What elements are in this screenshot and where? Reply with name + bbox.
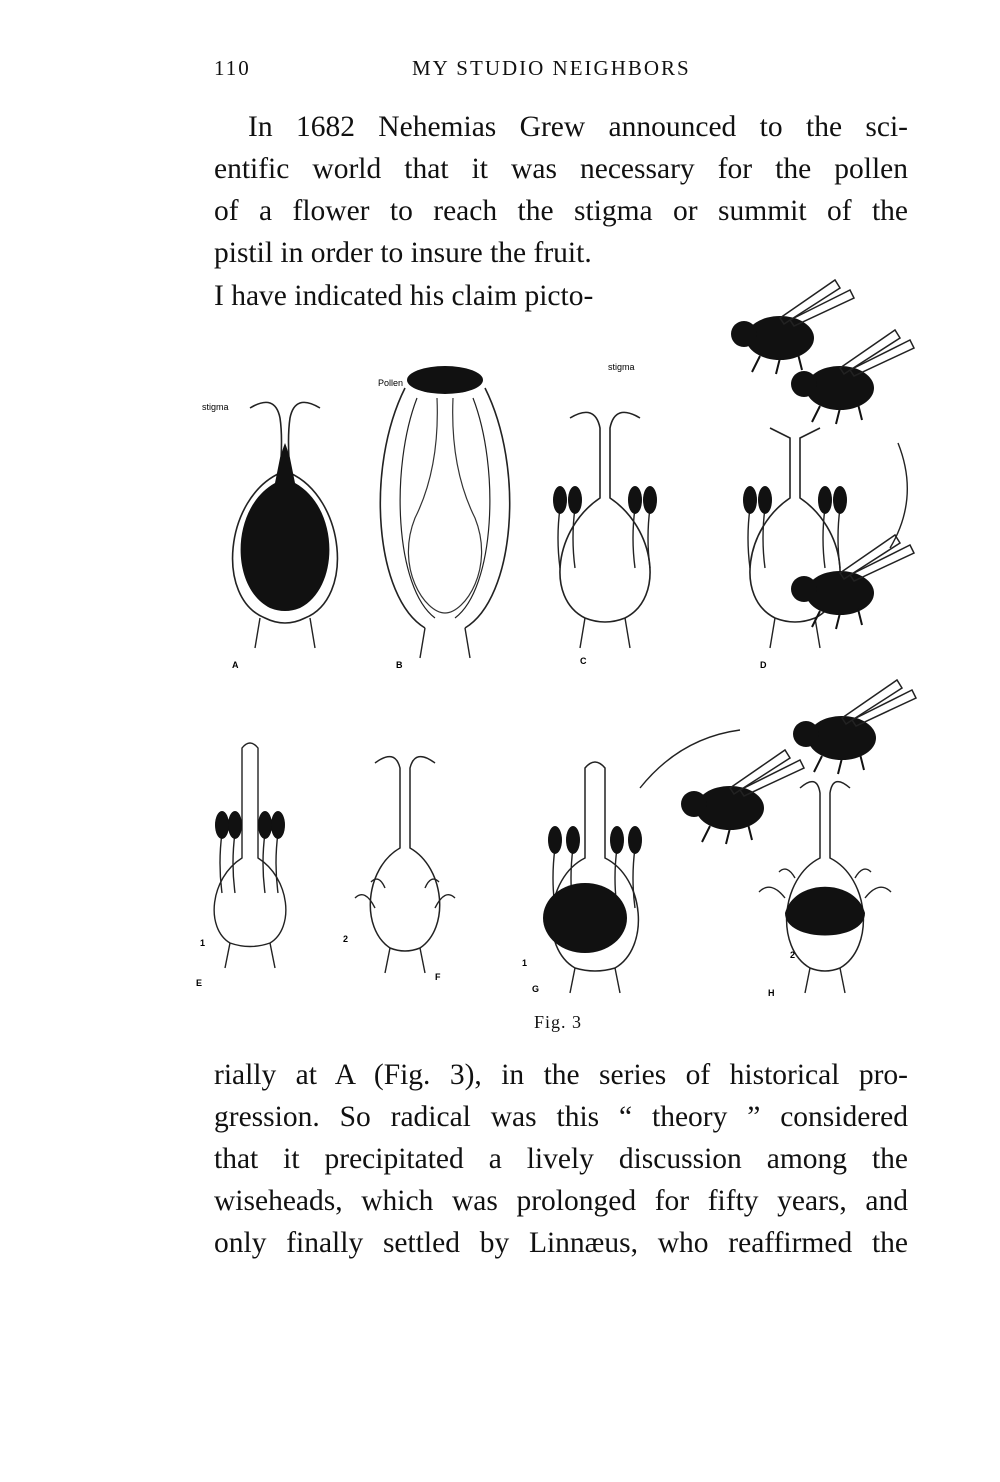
flower-e xyxy=(214,743,286,968)
bee-d-top xyxy=(731,280,854,374)
text-line: entific world that it was necessary for the pollen xyxy=(214,153,908,185)
annotation-stigma-c: stigma xyxy=(608,362,635,372)
panel-label-h: H xyxy=(768,988,775,998)
paragraph-2 xyxy=(214,1054,908,1264)
flower-b xyxy=(380,366,509,658)
text-line: wiseheads, which was prolonged for fifty years, and xyxy=(214,1185,908,1217)
text-line: pistil in order to insure the fruit. xyxy=(214,237,592,269)
figure-3-illustration xyxy=(180,268,940,1028)
panel-label-c: C xyxy=(580,656,587,666)
text-line: of a flower to reach the stigma or summit of the xyxy=(214,195,908,227)
text-line: rially at A (Fig. 3), in the series of historical pro- xyxy=(214,1059,908,1091)
step-number: 1 xyxy=(200,938,206,948)
flower-a xyxy=(233,402,338,648)
text-line: that it precipitated a lively discussion among the xyxy=(214,1143,908,1175)
flower-g xyxy=(543,762,642,993)
panel-label-f: F xyxy=(435,972,441,982)
panel-label-e: E xyxy=(196,978,203,988)
bee-d-bottom xyxy=(791,535,914,629)
flower-c xyxy=(553,412,657,648)
text-line: I have indicated his claim picto- xyxy=(214,280,594,312)
bee-h-top xyxy=(793,680,916,774)
step-number: 2 xyxy=(790,950,796,960)
text-line: gression. So radical was this “ theory ” considered xyxy=(214,1101,908,1133)
panel-label-a: A xyxy=(232,660,239,670)
running-title: MY STUDIO NEIGHBORS xyxy=(412,56,691,80)
page-number: 110 xyxy=(214,56,251,80)
flower-h xyxy=(759,782,891,993)
paragraph-1 xyxy=(214,106,908,274)
text-line: In 1682 Nehemias Grew announced to the sci- xyxy=(248,111,908,143)
bee-g-flying xyxy=(681,750,804,844)
panel-label-b: B xyxy=(396,660,403,670)
arrow-d xyxy=(890,443,907,548)
flower-f xyxy=(355,757,455,973)
figure-caption: Fig. 3 xyxy=(534,1012,583,1032)
step-number: 1 xyxy=(522,958,528,968)
step-number: 2 xyxy=(343,934,349,944)
running-header xyxy=(214,56,908,86)
annotation-pollen-b: Pollen xyxy=(378,378,404,388)
flower-d xyxy=(743,428,847,648)
annotation-stigma-a: stigma xyxy=(202,402,229,412)
panel-label-d: D xyxy=(760,660,767,670)
panel-label-g: G xyxy=(532,984,540,994)
text-line: only finally settled by Linnæus, who reaffirmed the xyxy=(214,1227,908,1259)
arrow-g xyxy=(640,730,740,788)
